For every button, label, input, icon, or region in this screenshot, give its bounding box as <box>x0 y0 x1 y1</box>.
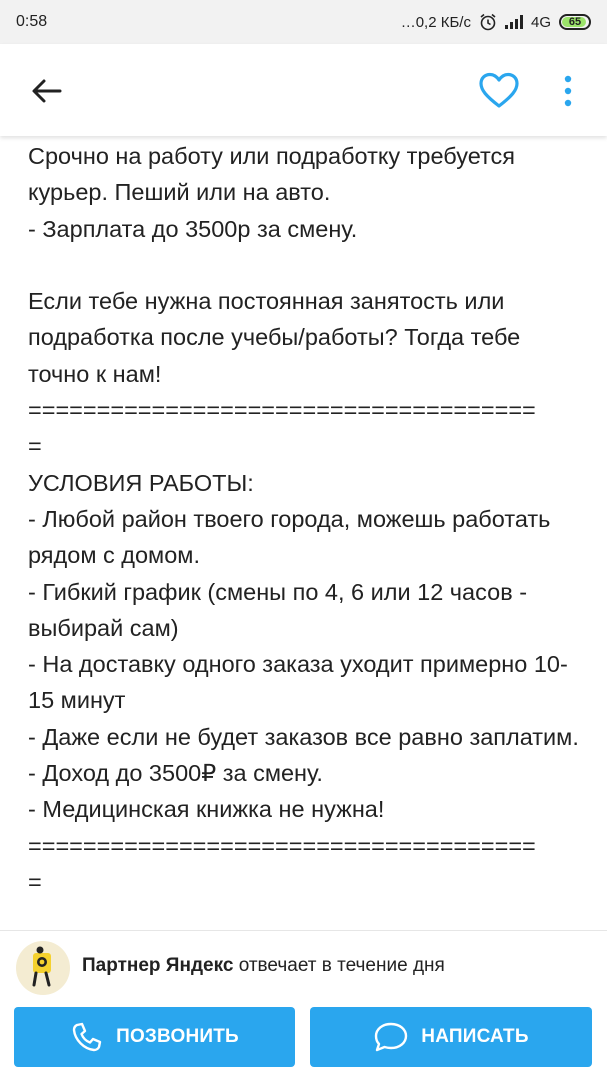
back-arrow-icon[interactable] <box>30 74 64 108</box>
battery-icon <box>559 14 591 30</box>
app-bar <box>0 44 607 136</box>
seller-response-time: отвечает в течение дня <box>238 955 445 976</box>
seller-info <box>82 955 445 977</box>
alarm-icon <box>479 13 497 31</box>
contact-panel <box>0 930 607 1081</box>
chat-bubble-icon <box>373 1021 409 1053</box>
seller-name[interactable]: Партнер Яндекс <box>82 955 234 976</box>
write-button[interactable] <box>310 1007 592 1067</box>
call-button-label: ПОЗВОНИТЬ <box>116 1026 239 1047</box>
more-vert-icon[interactable] <box>560 74 576 108</box>
signal-icon <box>505 15 523 29</box>
status-time: 0:58 <box>16 13 48 30</box>
battery-level: 65 <box>568 16 582 28</box>
call-button[interactable] <box>14 1007 295 1067</box>
ad-description: Срочно на работу или подработку требуется курьер. Пеший или на авто. - Зарплата до 3500р за смену. Если тебе нужна постоянная занятость или подработка после учебы/работы? Тогда тебе точно к нам! ===================================== = УСЛОВИЯ РАБОТЫ: - Любой район твоего города, можешь работать рядом с домом. - Гибкий график (смены по 4, 6 или 12 часов - выбирай сам) - На доставку одного заказа уходит примерно 10-15 минут - Даже если не будет заказов все равно заплатим. - Доход до 3500₽ за смену. - Медицинская книжка не нужна! ===================================== = <box>28 143 579 895</box>
status-icons <box>401 13 591 31</box>
write-button-label: НАПИСАТЬ <box>421 1026 529 1047</box>
heart-icon[interactable] <box>478 72 520 110</box>
status-bar <box>0 0 607 44</box>
courier-avatar-icon[interactable] <box>16 941 70 995</box>
phone-icon <box>70 1020 104 1054</box>
network-speed: …0,2 КБ/с <box>400 13 471 31</box>
network-type: 4G <box>530 13 551 31</box>
